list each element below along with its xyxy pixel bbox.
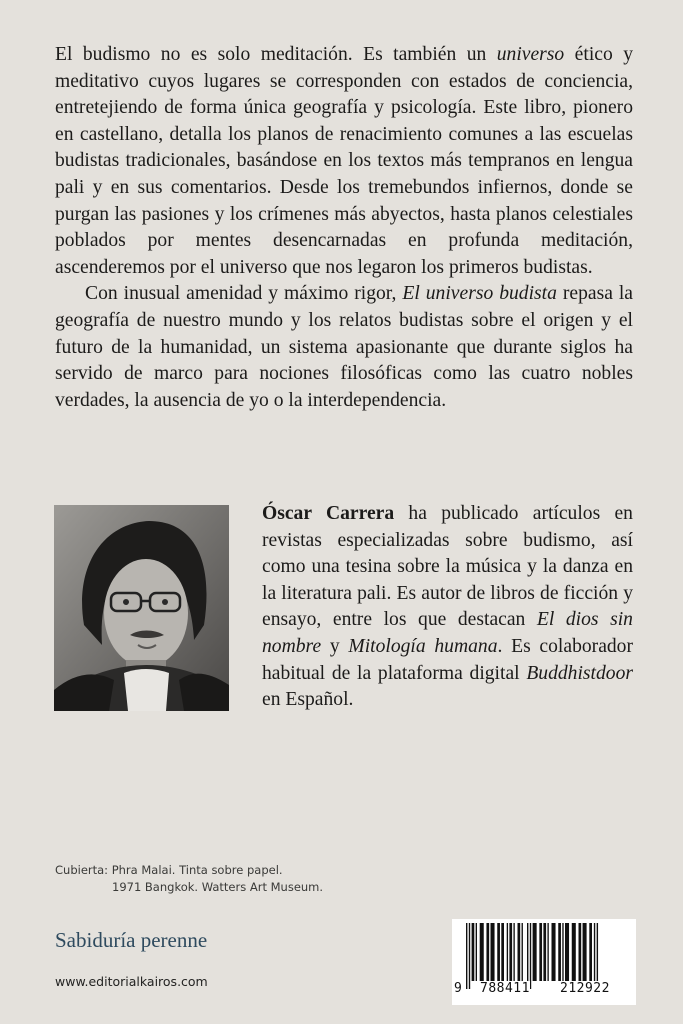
- barcode-bar: [491, 923, 495, 981]
- barcode-bar: [507, 923, 508, 981]
- author-name: Óscar Carrera: [262, 503, 395, 524]
- cover-credits: [55, 862, 323, 896]
- description-paragraph-1: [55, 42, 633, 281]
- barcode-bar: [589, 923, 592, 981]
- barcode-bar: [480, 923, 484, 981]
- barcode-bar: [513, 923, 514, 981]
- publisher-website: www.editorialkairos.com: [55, 974, 208, 989]
- barcode-bar: [530, 923, 531, 989]
- barcode-bar: [558, 923, 561, 981]
- barcode-bar: [522, 923, 523, 981]
- barcode-bar: [518, 923, 521, 981]
- italic-text-run: El universo budista: [402, 283, 557, 305]
- italic-text-run: universo: [496, 44, 565, 65]
- author-photo: [54, 505, 229, 711]
- barcode-bar: [579, 923, 582, 981]
- barcode-bar: [583, 923, 587, 981]
- collection-name: Sabiduría perenne: [55, 928, 208, 952]
- barcode-bar: [552, 923, 556, 981]
- text-run: repasa la geografía de nuestro mundo y los relatos budistas sobre el origen y el futuro de la humanidad, un sistema apasionante que durante siglos ha servido de marco para nociones filosóficas como las cuatro nobles verdades, la ausencia de yo o la interdependencia.: [55, 283, 633, 411]
- cover-credits-line-2: 1971 Bangkok. Watters Art Museum.: [112, 880, 324, 894]
- text-run: y: [321, 635, 349, 657]
- barcode-bar: [539, 923, 542, 981]
- barcode-bar: [486, 923, 489, 981]
- barcode-bar: [562, 923, 563, 981]
- barcode-bar: [509, 923, 512, 981]
- description-paragraph-2: [55, 281, 633, 414]
- author-bio: [262, 501, 633, 714]
- text-run: ético y meditativo cuyos lugares se corresponden con estados de conciencia, entretejiendo de forma única geografía y psicología. Este libro, pionero en castellano, detalla los planos de renacimiento comunes a las escuelas budistas tradicionales, basándose en los textos más tempranos en lengua pali y en sus comentarios. Desde los tremebundos infiernos, donde se purgan las pasiones y los crímenes más abyectos, hasta planos celestiales poblados por mentes desencarnadas en profunda meditación, ascenderemos por el universo que nos legaron los primeros budistas.: [55, 44, 633, 278]
- italic-text-run: El dios sin nombre: [262, 609, 633, 657]
- barcode-bar: [594, 923, 595, 989]
- isbn-barcode: [452, 919, 636, 1005]
- author-bio-text: [262, 503, 633, 710]
- isbn-prefix: 9: [454, 981, 463, 996]
- text-run: . Es colaborador habitual de la plataforma digital: [262, 635, 634, 684]
- back-cover-description: [55, 42, 633, 414]
- barcode-bar: [472, 923, 475, 981]
- text-run: en Español.: [262, 689, 354, 711]
- barcode-bar: [547, 923, 548, 981]
- barcode-bar: [565, 923, 569, 981]
- barcode-bar: [527, 923, 528, 989]
- isbn-left-group: 788411: [480, 981, 530, 996]
- cover-credits-line-1: Cubierta: Phra Malai. Tinta sobre papel.: [55, 863, 283, 877]
- text-run: Con inusual amenidad y máximo rigor,: [85, 283, 403, 305]
- barcode-bar: [572, 923, 576, 981]
- barcode-bar: [543, 923, 546, 981]
- italic-text-run: Buddhistdoor: [526, 662, 633, 684]
- barcode-bar: [476, 923, 477, 981]
- barcode-bar: [497, 923, 500, 981]
- barcode-bar: [466, 923, 467, 989]
- italic-text-run: Mitología humana: [348, 635, 498, 657]
- text-run: El budismo no es solo meditación. Es también un: [55, 44, 497, 65]
- barcode-bar: [501, 923, 504, 981]
- isbn-right-group: 212922: [560, 981, 610, 996]
- barcode-bar: [469, 923, 470, 989]
- barcode-bar: [533, 923, 537, 981]
- barcode-bar: [597, 923, 598, 989]
- text-run: ha publicado artículos en revistas especializadas sobre budismo, así como una tesina sobre la música y la danza en la literatura pali. Es autor de libros de ficción y ensayo, entre los que destacan: [262, 503, 633, 631]
